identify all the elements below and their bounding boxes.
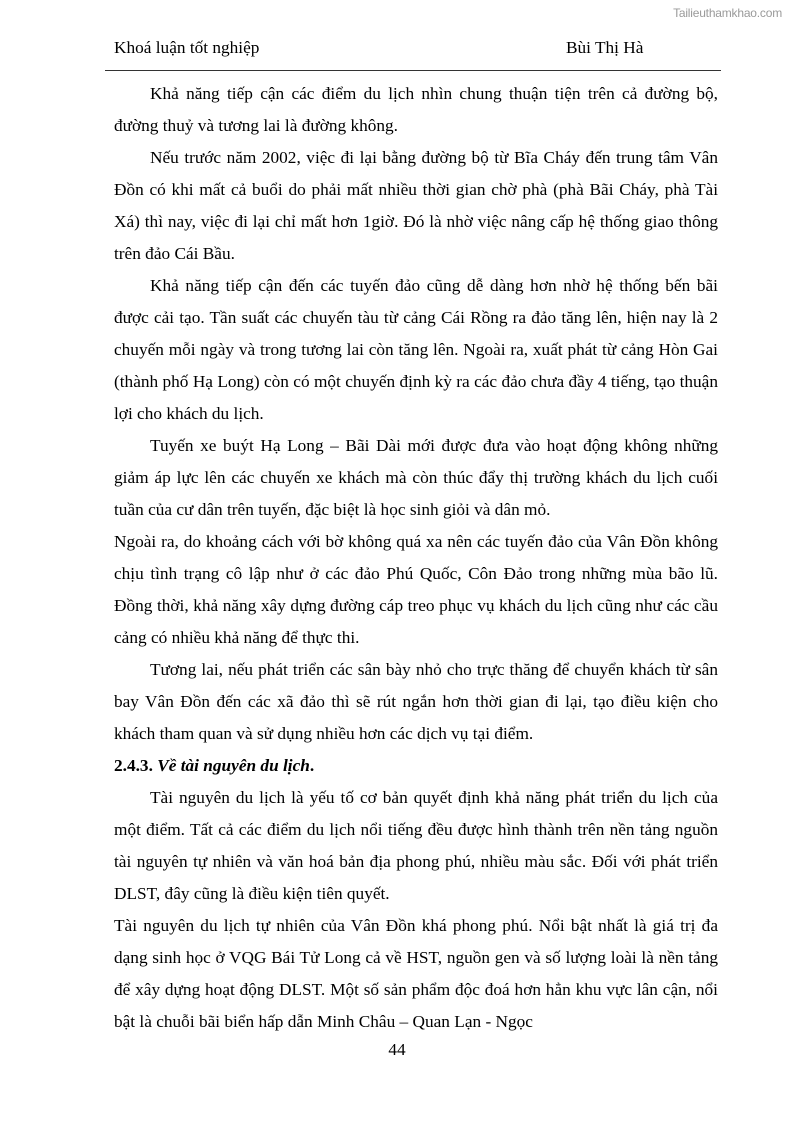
- paragraph: Ngoài ra, do khoảng cách với bờ không quá xa nên các tuyến đảo của Vân Đồn không chịu tình trạng cô lập như ở các đảo Phú Quốc, Côn Đảo trong những mùa bão lũ. Đồng thời, khả năng xây dựng đường cáp treo phục vụ khách du lịch cũng như các cầu cảng có nhiều khả năng để thực thi.: [114, 532, 718, 647]
- page-number: 44: [388, 1040, 406, 1059]
- running-header: [114, 38, 718, 62]
- watermark: Tailieuthamkhao.com: [673, 6, 782, 20]
- header-author-name: Bùi Thị Hà: [566, 38, 644, 57]
- section-title: Về tài nguyên du lịch: [157, 756, 310, 775]
- paragraph: Tài nguyên du lịch là yếu tố cơ bản quyết định khả năng phát triển du lịch của một điểm. Tất cả các điểm du lịch nổi tiếng đều được hình thành trên nền tảng nguồn tài nguyên tự nhiên và văn hoá bản địa phong phú, nhiều màu sắc. Đối với phát triển DLST, đây cũng là điều kiện tiên quyết.: [114, 788, 718, 903]
- paragraph: Tuyến xe buýt Hạ Long – Bãi Dài mới được đưa vào hoạt động không những giảm áp lực lên các chuyến xe khách mà còn thúc đẩy thị trường khách du lịch cuối tuần của cư dân trên tuyến, đặc biệt là học sinh giỏi và dân mỏ.: [114, 436, 718, 519]
- header-rule: [105, 70, 721, 71]
- section-heading: [114, 750, 718, 782]
- header-thesis-label: Khoá luận tốt nghiệp: [114, 38, 260, 57]
- paragraph: Tương lai, nếu phát triển các sân bày nhỏ cho trực thăng để chuyển khách từ sân bay Vân Đồn đến các xã đảo thì sẽ rút ngắn hơn thời gian đi lại, tạo điều kiện cho khách tham quan và sử dụng nhiều hơn các dịch vụ tại điểm.: [114, 660, 718, 743]
- paragraph: Khả năng tiếp cận đến các tuyến đảo cũng dễ dàng hơn nhờ hệ thống bến bãi được cải tạo. Tần suất các chuyến tàu từ cảng Cái Rồng ra đảo tăng lên, hiện nay là 2 chuyến mỗi ngày và trong tương lai còn tăng lên. Ngoài ra, xuất phát từ cảng Hòn Gai (thành phố Hạ Long) còn có một chuyến định kỳ ra các đảo chưa đầy 4 tiếng, tạo thuận lợi cho khách du lịch.: [114, 276, 718, 423]
- page-body: [114, 78, 718, 1038]
- section-title-suffix: .: [309, 756, 315, 775]
- paragraph: Tài nguyên du lịch tự nhiên của Vân Đồn khá phong phú. Nổi bật nhất là giá trị đa dạng sinh học ở VQG Bái Tử Long cả về HST, nguồn gen và số lượng loài là nền tảng để xây dựng hoạt động DLST. Một số sản phẩm độc đoá hơn hẳn khu vực lân cận, nổi bật là chuỗi bãi biển hấp dẫn Minh Châu – Quan Lạn - Ngọc: [114, 916, 718, 1031]
- paragraph: Nếu trước năm 2002, việc đi lại bằng đường bộ từ Bĩa Cháy đến trung tâm Vân Đồn có khi mất cả buổi do phải mất nhiều thời gian chờ phà (phà Bãi Cháy, phà Tài Xá) thì nay, việc đi lại chỉ mất hơn 1giờ. Đó là nhờ việc nâng cấp hệ thống giao thông trên đảo Cái Bầu.: [114, 148, 718, 263]
- paragraph: Khả năng tiếp cận các điểm du lịch nhìn chung thuận tiện trên cả đường bộ, đường thuỷ và tương lai là đường không.: [114, 84, 718, 135]
- section-number: 2.4.3.: [114, 756, 153, 775]
